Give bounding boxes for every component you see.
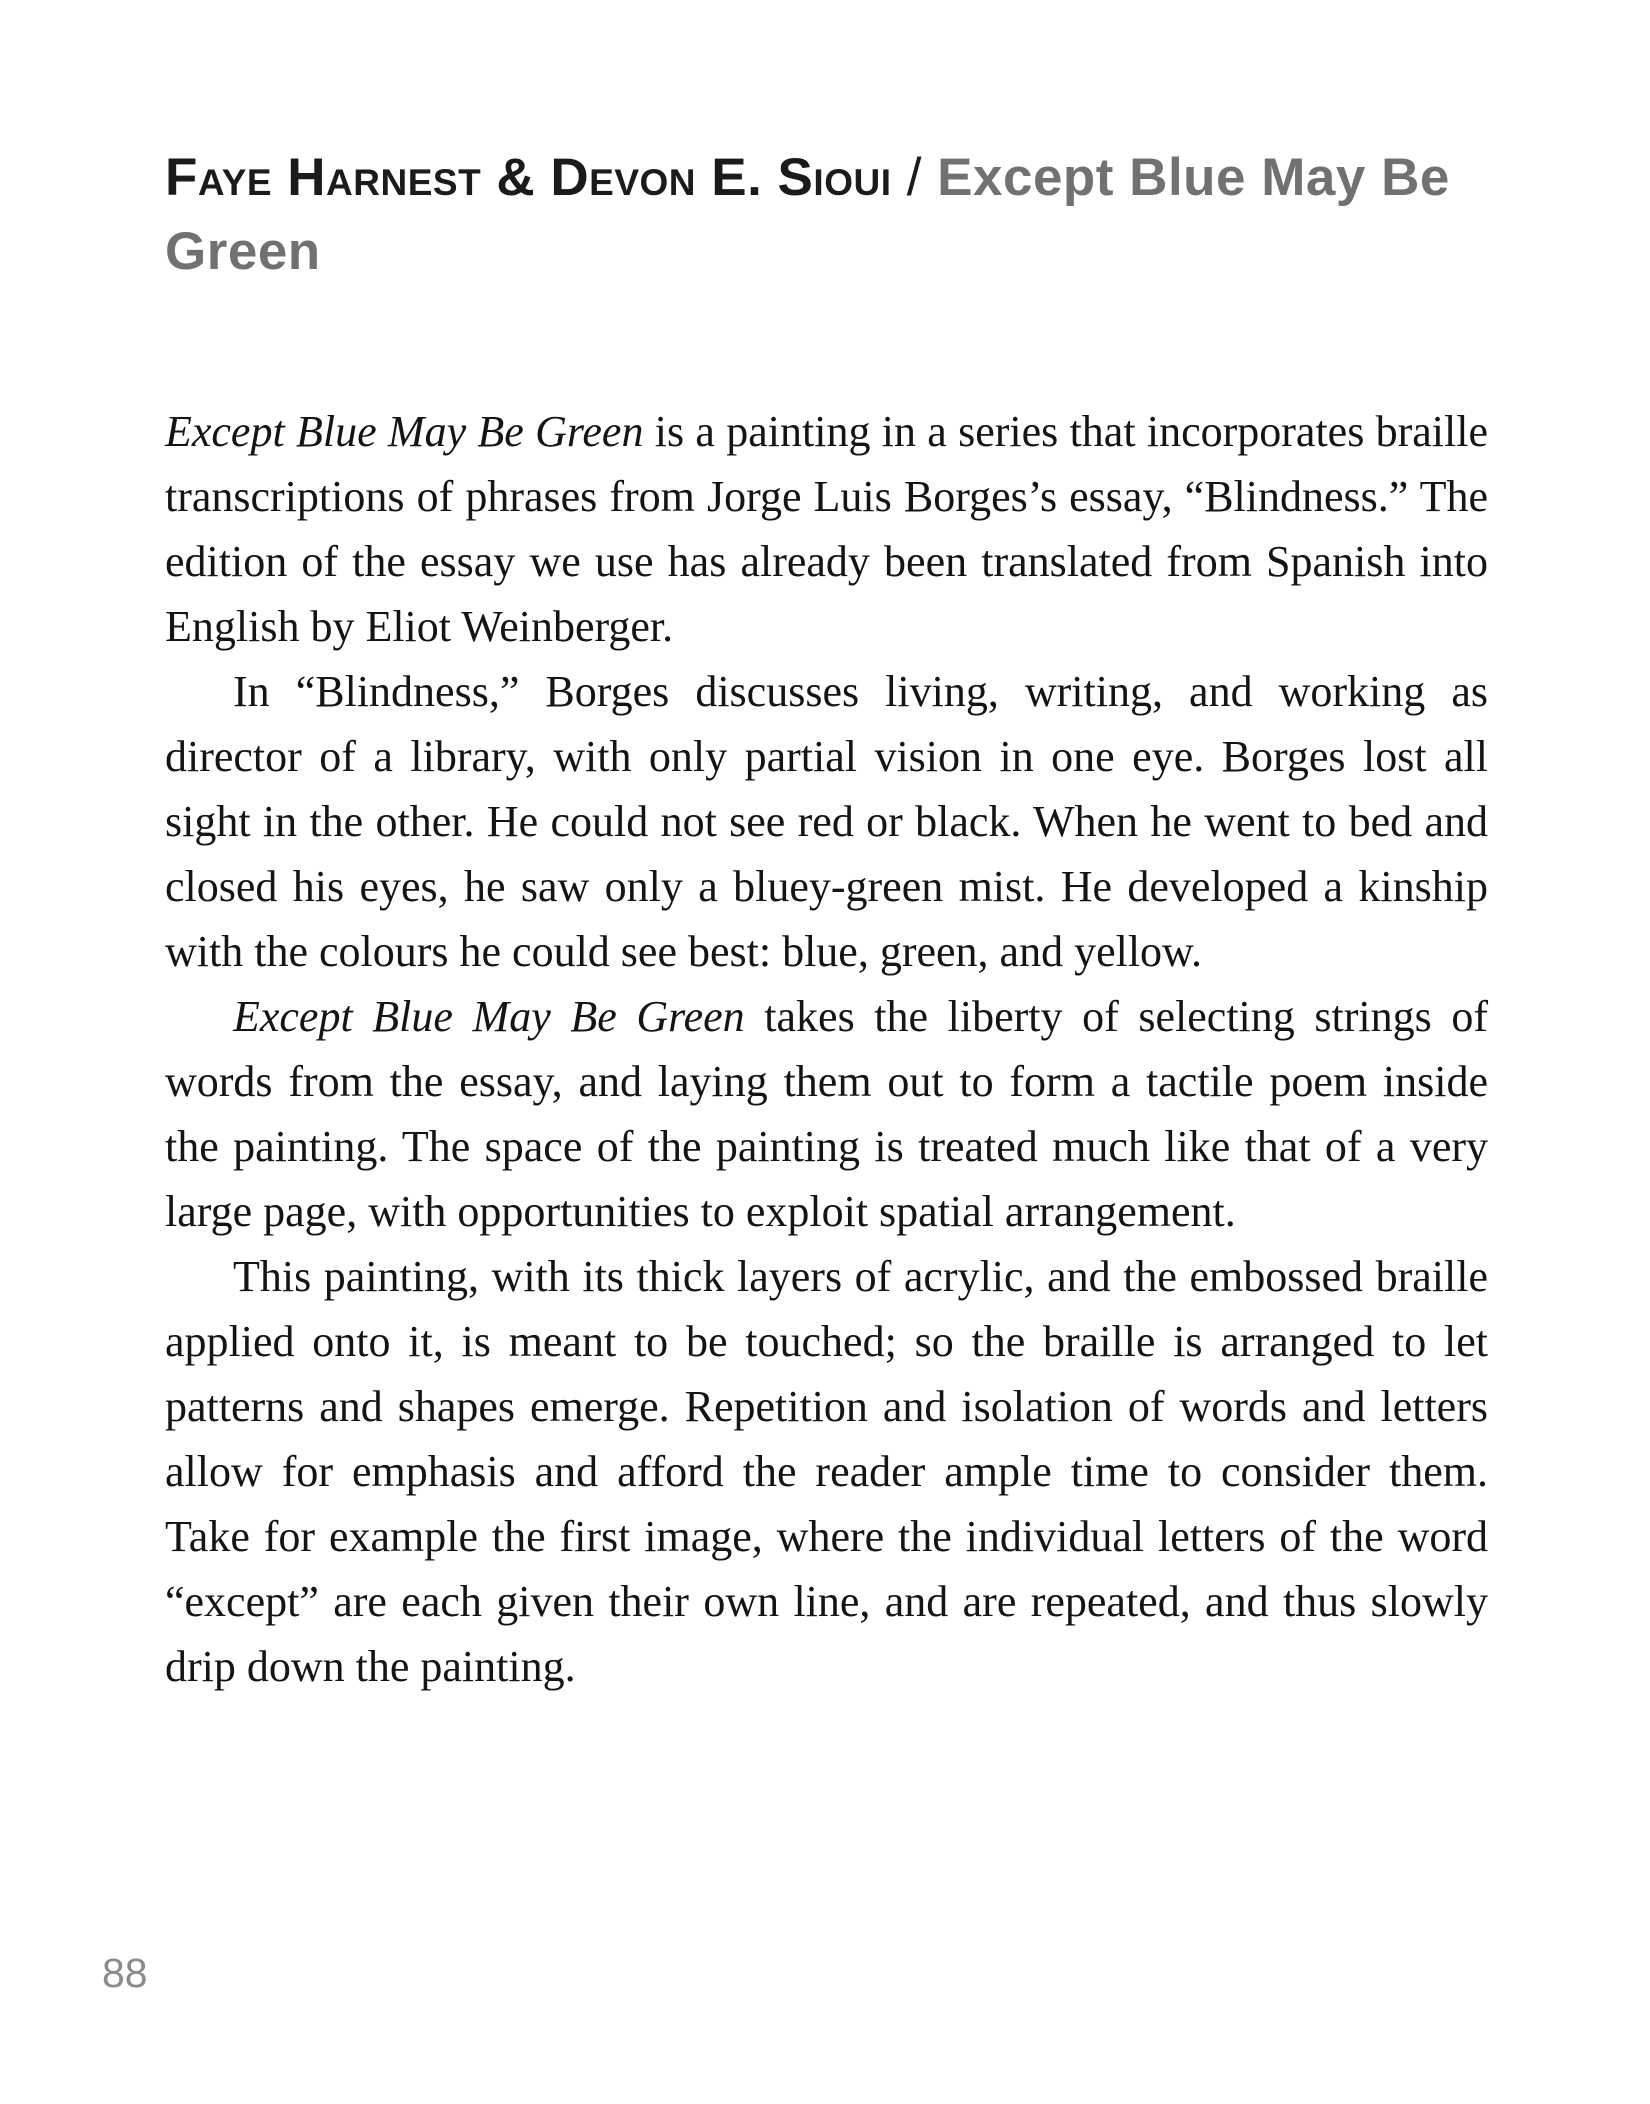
body-paragraph: Except Blue May Be Green is a painting in a series that incorporates braille transcriptions of phrases from Jorge Luis Borges’s essay, “Blindness.” The edition of the essay we use has already been translated from Spanish into English by Eliot Weinberger. [165, 407, 1489, 651]
body-text [165, 399, 1488, 1699]
page-number: 88 [102, 1950, 148, 1996]
heading-slash: / [891, 148, 938, 207]
italic-work-title: Except Blue May Be Green [233, 992, 745, 1041]
work-title: Except Blue May Be Green [165, 148, 1450, 281]
italic-work-title: Except Blue May Be Green [165, 407, 644, 456]
body-paragraph: Except Blue May Be Green takes the liberty of selecting strings of words from the essay, and laying them out to form a tactile poem inside the painting. The space of the painting is treated much like that of a very large page, with opportunities to exploit spatial arrangement. [165, 992, 1488, 1236]
author-names: Faye Harnest & Devon E. Sioui [165, 148, 892, 207]
body-paragraph: This painting, with its thick layers of acrylic, and the embossed braille applied onto it, is meant to be touched; so the braille is arranged to let patterns and shapes emerge. Repetition and isolation of words and letters allow for emphasis and afford the reader ample time to consider them. Take for example the first image, where the individual letters of the word “except” are each given their own line, and are repeated, and thus slowly drip down the painting. [165, 1252, 1488, 1691]
body-paragraph: In “Blindness,” Borges discusses living, writing, and working as director of a library, with only partial vision in one eye. Borges lost all sight in the other. He could not see red or black. When he went to bed and closed his eyes, he saw only a bluey-green mist. He developed a kinship with the colours he could see best: blue, green, and yellow. [165, 667, 1488, 976]
article-heading [165, 141, 1488, 289]
text-column [165, 0, 1488, 1699]
